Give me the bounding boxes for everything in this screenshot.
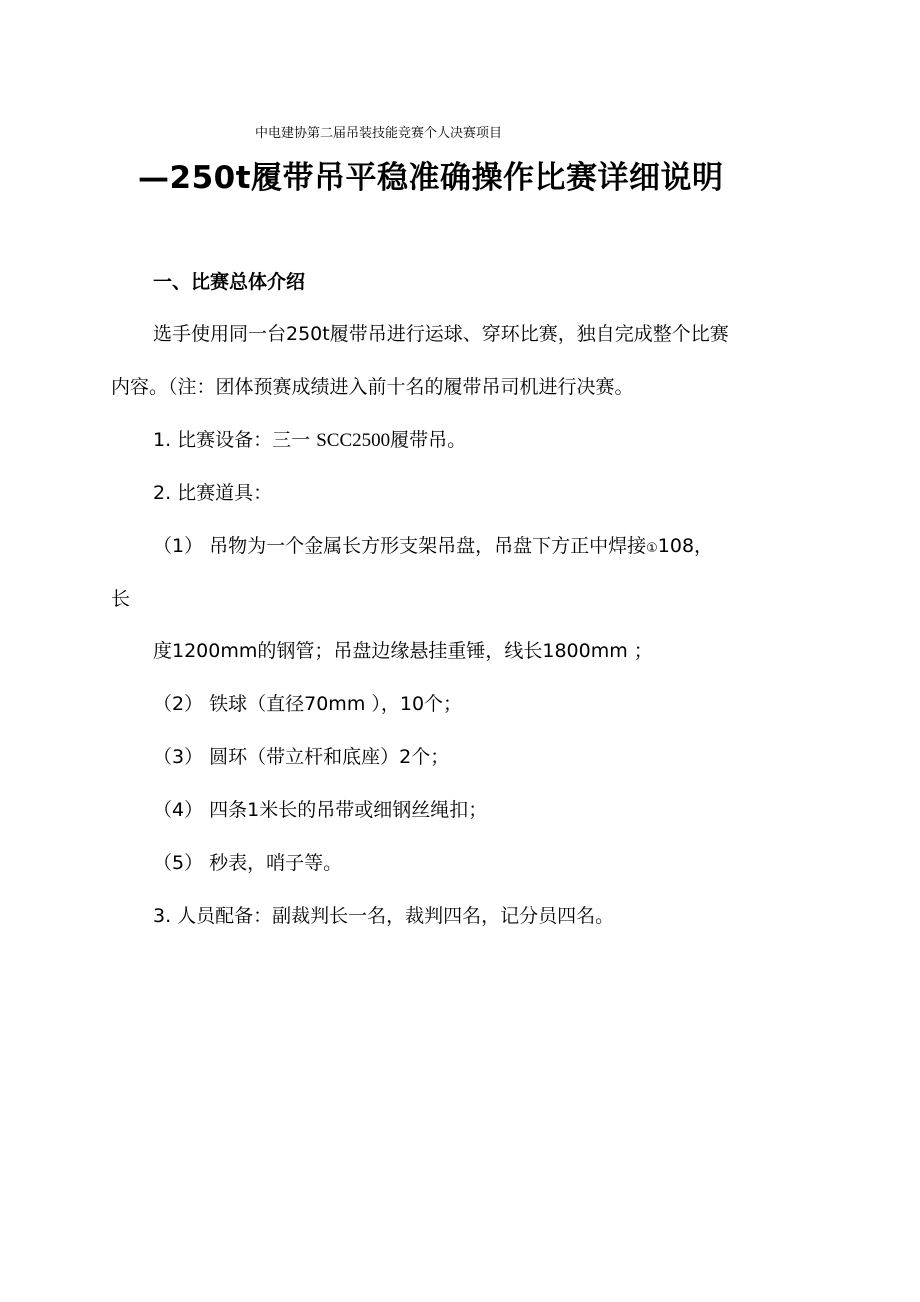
prop-item-5: （5） 秒表，哨子等。 [153,852,343,874]
equipment-line [153,425,466,452]
section-heading: 一、比赛总体介绍 [153,271,306,293]
prop-item-1 [153,531,713,558]
prop-item-3: （3） 圆环（带立杆和底座）2个； [153,746,450,768]
prop-item-4: （4） 四条1米长的吊带或细钢丝绳扣； [153,799,488,821]
equipment-model: SCC2500 [316,430,391,451]
intro-line-2: 内容。（注：团体预赛成绩进入前十名的履带吊司机进行决赛。 [111,376,634,398]
prop-item-1-continued: 度1200mm的钢管；吊盘边缘悬挂重锤，线长1800mm ； [153,640,653,662]
staff-line: 3. 人员配备：副裁判长一名，裁判四名，记分员四名。 [153,905,615,927]
prop-item-1-size: 108， [657,535,714,557]
prop-item-1-text: （1） 吊物为一个金属长方形支架吊盘，吊盘下方正中焊接 [153,535,647,557]
equipment-suffix: 履带吊。 [390,429,467,451]
document-subtitle: 中电建协第二届吊装技能竞赛个人决赛项目 [255,126,503,141]
circled-symbol: ① [646,541,658,556]
document-title: —250t履带吊平稳准确操作比赛详细说明 [138,160,724,196]
intro-line-1: 选手使用同一台250t履带吊进行运球、穿环比赛，独自完成整个比赛 [153,323,729,345]
equipment-prefix: 1. 比赛设备：三一 [153,429,311,451]
prop-item-1-wrap: 长 [111,588,131,610]
props-heading: 2. 比赛道具： [153,482,273,504]
prop-item-2: （2） 铁球（直径70mm ），10个； [153,693,463,715]
